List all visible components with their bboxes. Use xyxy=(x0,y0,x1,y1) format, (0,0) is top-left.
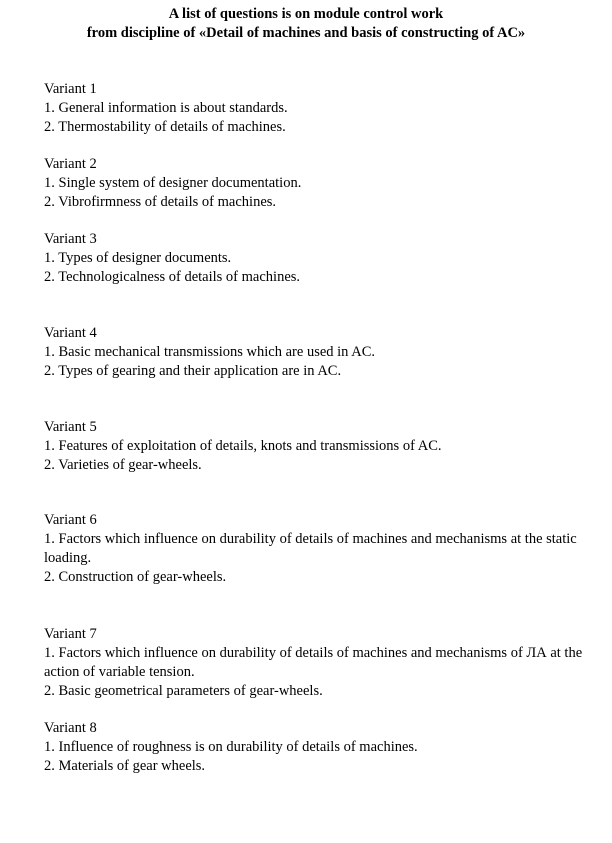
variant-heading: Variant 8 xyxy=(44,720,97,736)
question-item: 2. Materials of gear wheels. xyxy=(44,758,206,774)
question-item: 2. Technologicalness of details of machines. xyxy=(44,269,301,285)
question-item: 1. Influence of roughness is on durability of details of machines. xyxy=(44,739,418,755)
variant-1-block xyxy=(44,80,592,137)
question-item: 1. Factors which influence on durability of details of machines and mechanisms at the static loading. xyxy=(44,531,577,566)
question-item: 1. Single system of designer documentation. xyxy=(44,175,302,191)
question-item: 2. Thermostability of details of machines. xyxy=(44,119,286,135)
question-item: 1. Basic mechanical transmissions which are used in AC. xyxy=(44,344,376,360)
variant-7-block xyxy=(44,625,592,701)
variant-heading: Variant 2 xyxy=(44,156,97,172)
question-item: 1. Factors which influence on durability of details of machines and mechanisms of ЛА at the action of variable tension. xyxy=(44,645,583,680)
variant-5-block xyxy=(44,418,592,475)
variant-heading: Variant 7 xyxy=(44,626,97,642)
variant-heading: Variant 1 xyxy=(44,81,97,97)
question-item: 2. Basic geometrical parameters of gear-wheels. xyxy=(44,683,323,699)
variant-4-block xyxy=(44,324,592,381)
document-title-line-2: from discipline of «Detail of machines and basis of constructing of AC» xyxy=(86,25,526,41)
variant-3-block xyxy=(44,230,592,287)
variant-heading: Variant 5 xyxy=(44,419,97,435)
question-item: 1. Features of exploitation of details, knots and transmissions of AC. xyxy=(44,438,442,454)
variant-8-block xyxy=(44,719,592,776)
variant-2-block xyxy=(44,155,592,212)
variant-6-block xyxy=(44,511,592,587)
question-item: 1. Types of designer documents. xyxy=(44,250,232,266)
question-item: 2. Construction of gear-wheels. xyxy=(44,569,227,585)
question-item: 1. General information is about standards. xyxy=(44,100,288,116)
question-item: 2. Types of gearing and their application are in AC. xyxy=(44,363,342,379)
question-item: 2. Varieties of gear-wheels. xyxy=(44,457,202,473)
variant-heading: Variant 6 xyxy=(44,512,97,528)
document-title-line-1: A list of questions is on module control work xyxy=(168,6,444,22)
question-item: 2. Vibrofirmness of details of machines. xyxy=(44,194,277,210)
variant-heading: Variant 4 xyxy=(44,325,97,341)
variant-heading: Variant 3 xyxy=(44,231,97,247)
